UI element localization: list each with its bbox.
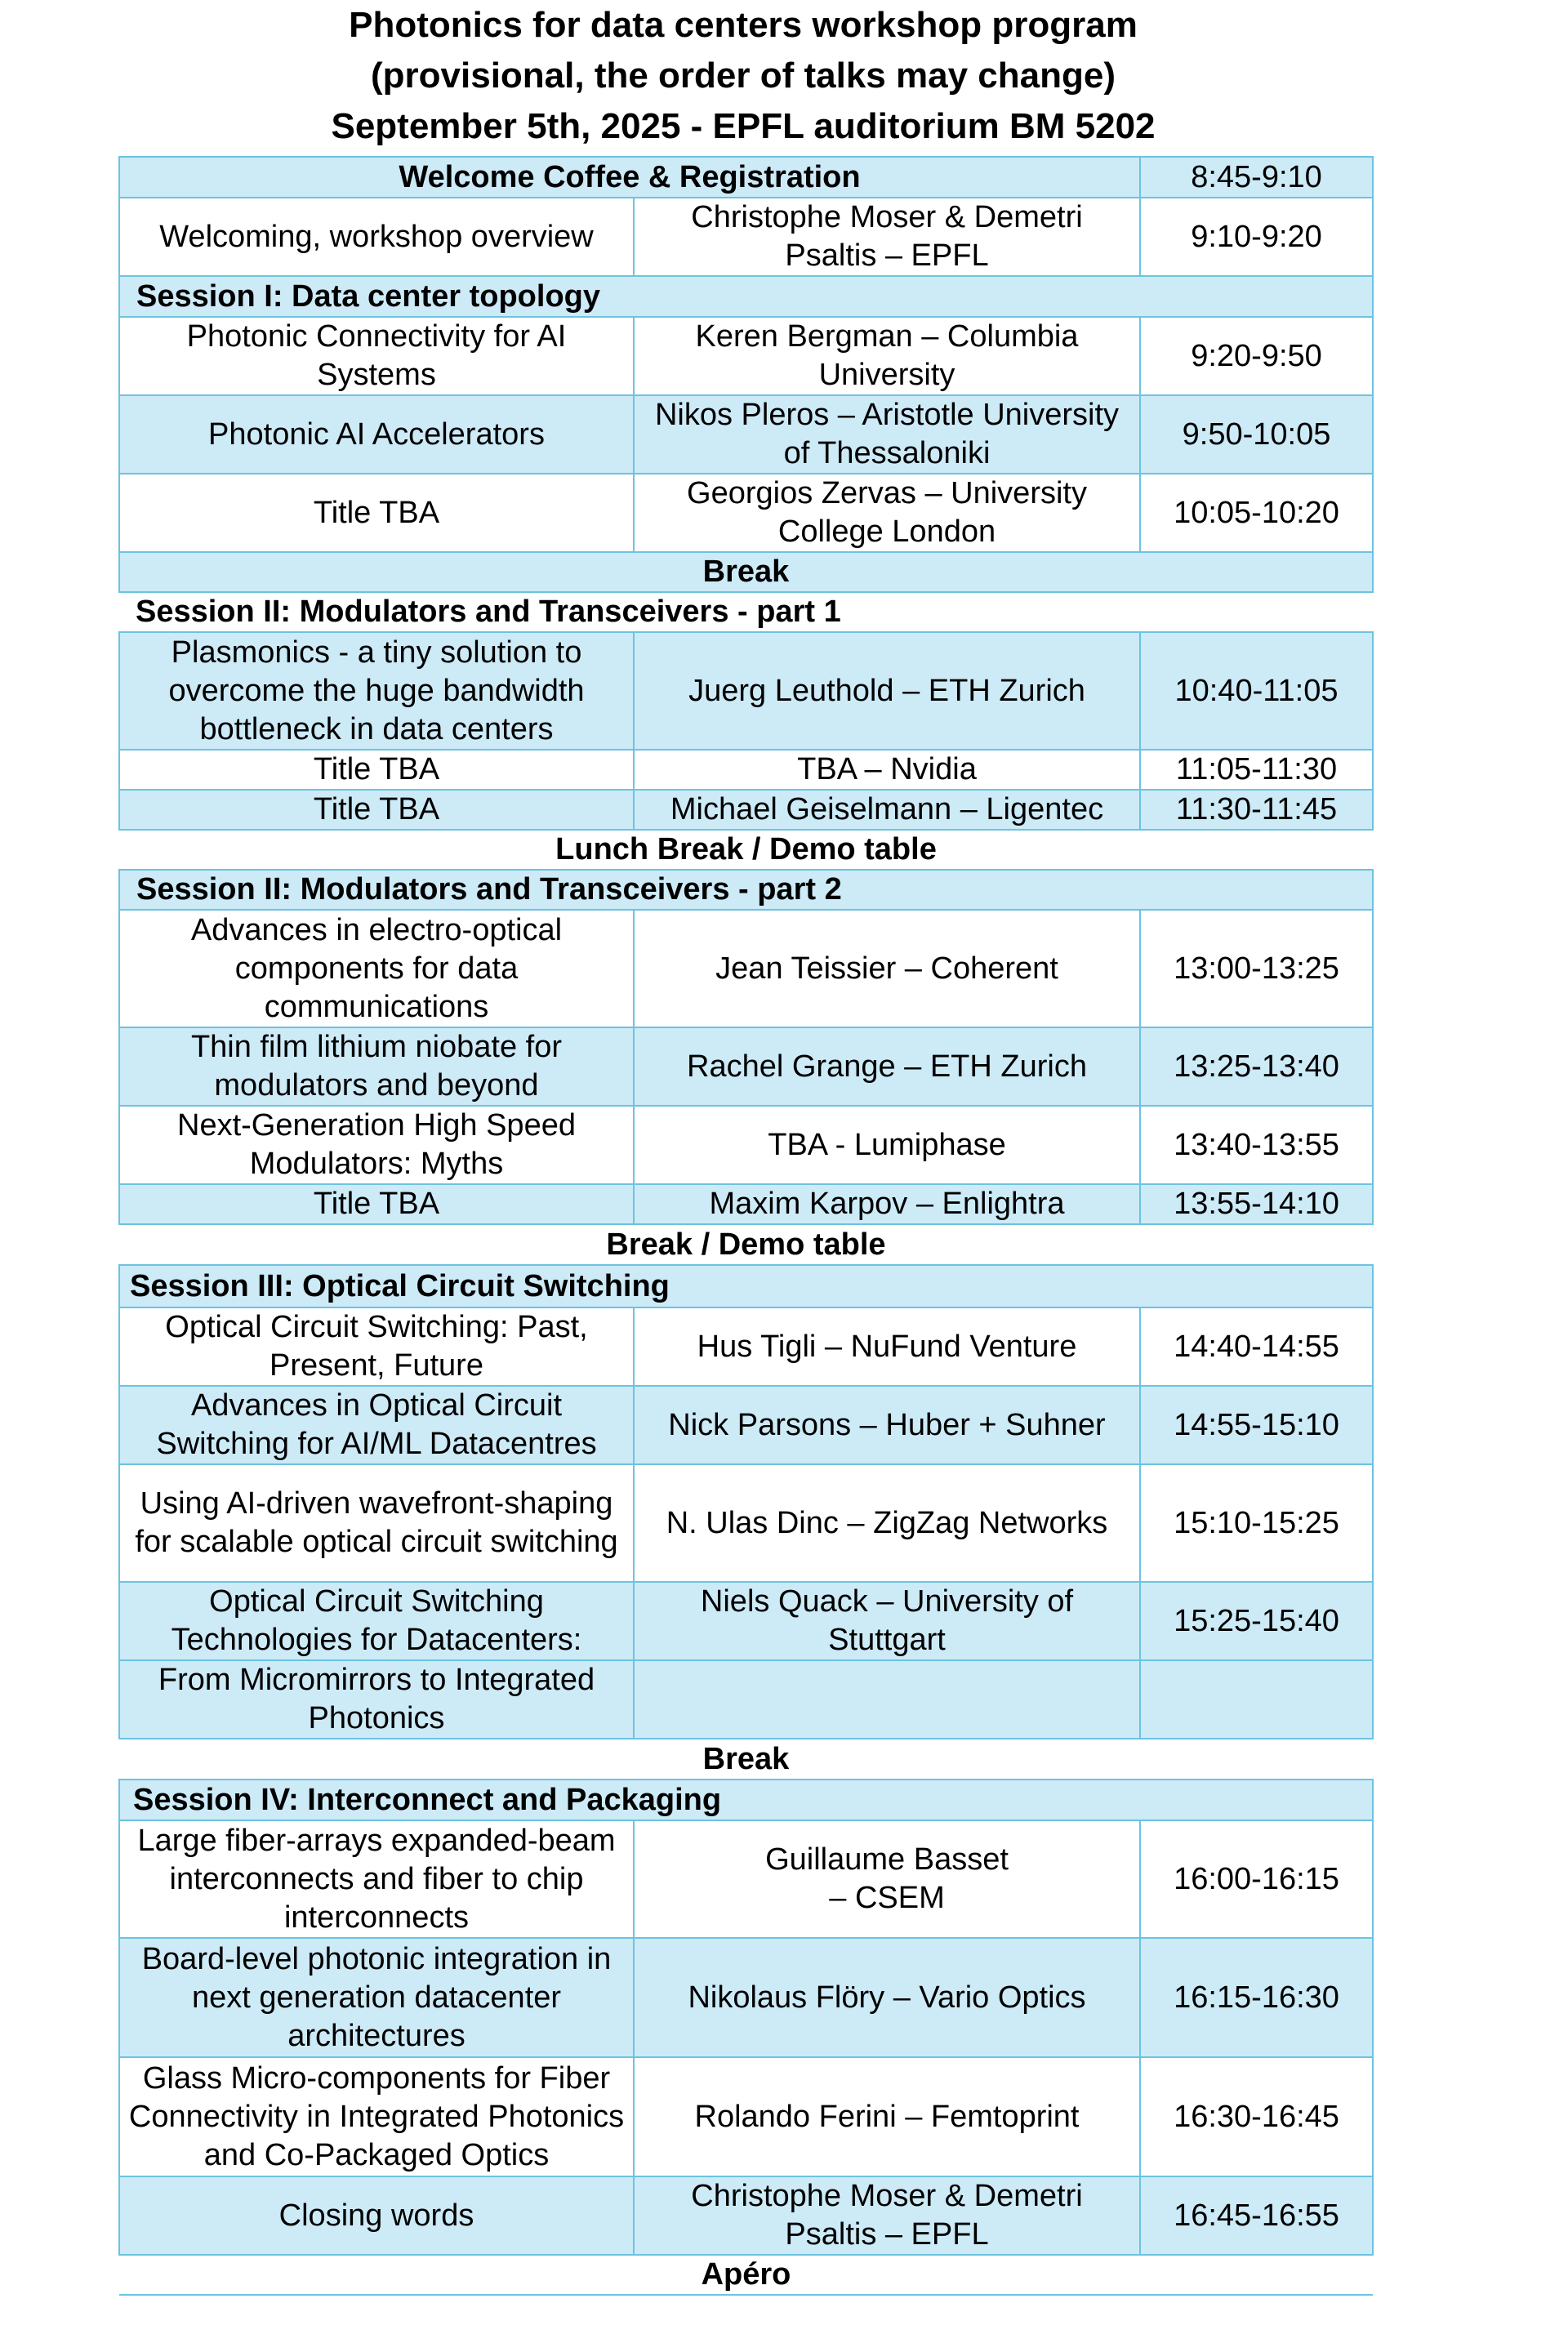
- talk-title: Title TBA: [119, 1184, 634, 1224]
- talk-time: 13:25-13:40: [1140, 1027, 1373, 1106]
- session-title: Session II: Modulators and Transceivers - part 2: [119, 870, 1373, 910]
- table-row: [119, 750, 1373, 790]
- talk-title: Large fiber-arrays expanded-beam interconnects and fiber to chip interconnects: [119, 1820, 634, 1938]
- talk-speaker: N. Ulas Dinc – ZigZag Networks: [634, 1464, 1140, 1582]
- talk-speaker: Michael Geiselmann – Ligentec: [634, 790, 1140, 830]
- talk-speaker: Nikolaus Flöry – Vario Optics: [634, 1938, 1140, 2057]
- table-row: [119, 1582, 1373, 1660]
- break-row: [119, 830, 1373, 870]
- talk-speaker: Niels Quack – University of Stuttgart: [634, 1582, 1140, 1660]
- table-row: [119, 910, 1373, 1027]
- break-row: [119, 552, 1373, 592]
- talk-speaker: Jean Teissier – Coherent: [634, 910, 1140, 1027]
- empty-cell: [1140, 1660, 1373, 1739]
- talk-title: Advances in electro-optical components for data communications: [119, 910, 634, 1027]
- table-row: [119, 395, 1373, 474]
- session-header: [119, 1780, 1373, 1820]
- talk-time: 15:10-15:25: [1140, 1464, 1373, 1582]
- session-header: [119, 1265, 1373, 1307]
- talk-title: Title TBA: [119, 790, 634, 830]
- session-title: Session I: Data center topology: [119, 276, 1373, 317]
- break-label: Lunch Break / Demo table: [119, 830, 1373, 870]
- talk-time: 16:15-16:30: [1140, 1938, 1373, 2057]
- talk-time: 13:55-14:10: [1140, 1184, 1373, 1224]
- talk-time: 11:30-11:45: [1140, 790, 1373, 830]
- session-header: [119, 870, 1373, 910]
- table-row: [119, 1464, 1373, 1582]
- table-row: [119, 1386, 1373, 1464]
- talk-title: Photonic Connectivity for AI Systems: [119, 317, 634, 395]
- talk-time: 14:40-14:55: [1140, 1307, 1373, 1386]
- apero-row: [119, 2255, 1373, 2295]
- table-row: [119, 474, 1373, 552]
- session-header: [119, 592, 1373, 632]
- talk-title: Using AI-driven wavefront-shaping for scalable optical circuit switching: [119, 1464, 634, 1582]
- talk-speaker: Guillaume Basset – CSEM: [634, 1820, 1140, 1938]
- session-header: [119, 276, 1373, 317]
- table-row: [119, 1307, 1373, 1386]
- table-row: [119, 1027, 1373, 1106]
- talk-time: 16:45-16:55: [1140, 2176, 1373, 2255]
- talk-title: Photonic AI Accelerators: [119, 395, 634, 474]
- talk-speaker: Rolando Ferini – Femtoprint: [634, 2057, 1140, 2176]
- page-title: [0, 0, 1486, 152]
- table-row: [119, 1938, 1373, 2057]
- break-label: Break: [119, 1739, 1373, 1780]
- talk-time: 16:30-16:45: [1140, 2057, 1373, 2176]
- program-table: [118, 156, 1374, 2296]
- talk-speaker: Rachel Grange – ETH Zurich: [634, 1027, 1140, 1106]
- table-row: [119, 1820, 1373, 1938]
- talk-time: 16:00-16:15: [1140, 1820, 1373, 1938]
- table-row: [119, 632, 1373, 750]
- talk-title: Optical Circuit Switching: Past, Present, Future: [119, 1307, 634, 1386]
- talk-speaker: Keren Bergman – Columbia University: [634, 317, 1140, 395]
- title-line-1: Photonics for data centers workshop program: [349, 5, 1138, 45]
- talk-speaker: Nikos Pleros – Aristotle University of Thessaloniki: [634, 395, 1140, 474]
- talk-time: 10:40-11:05: [1140, 632, 1373, 750]
- break-row: [119, 1224, 1373, 1265]
- session-title: Session III: Optical Circuit Switching: [119, 1265, 1373, 1307]
- break-row: [119, 1739, 1373, 1780]
- talk-title: Title TBA: [119, 750, 634, 790]
- break-label: Break: [119, 552, 1373, 592]
- table-row: [119, 198, 1373, 276]
- table-row: [119, 2176, 1373, 2255]
- welcome-row: [119, 157, 1373, 198]
- talk-time: 9:20-9:50: [1140, 317, 1373, 395]
- talk-time: 9:10-9:20: [1140, 198, 1373, 276]
- talk-title: Optical Circuit Switching Technologies for Datacenters:: [119, 1582, 634, 1660]
- talk-title: From Micromirrors to Integrated Photonics: [119, 1660, 634, 1739]
- talk-speaker: Juerg Leuthold – ETH Zurich: [634, 632, 1140, 750]
- title-line-3: September 5th, 2025 - EPFL auditorium BM 5202: [331, 106, 1156, 146]
- talk-title: Plasmonics - a tiny solution to overcome the huge bandwidth bottleneck in data centers: [119, 632, 634, 750]
- talk-title: Glass Micro-components for Fiber Connectivity in Integrated Photonics and Co-Packaged Optics: [119, 2057, 634, 2176]
- table-row: [119, 1106, 1373, 1184]
- talk-speaker: Nick Parsons – Huber + Suhner: [634, 1386, 1140, 1464]
- welcome-label: Welcome Coffee & Registration: [119, 157, 1140, 198]
- talk-title: Next-Generation High Speed Modulators: Myths: [119, 1106, 634, 1184]
- talk-title: Advances in Optical Circuit Switching for AI/ML Datacentres: [119, 1386, 634, 1464]
- table-row: [119, 1660, 1373, 1739]
- table-row: [119, 2057, 1373, 2176]
- session-title: Session IV: Interconnect and Packaging: [119, 1780, 1373, 1820]
- talk-title: Closing words: [119, 2176, 634, 2255]
- break-label: Break / Demo table: [119, 1224, 1373, 1265]
- talk-speaker: TBA - Lumiphase: [634, 1106, 1140, 1184]
- talk-title: Welcoming, workshop overview: [119, 198, 634, 276]
- talk-speaker: Hus Tigli – NuFund Venture: [634, 1307, 1140, 1386]
- table-row: [119, 317, 1373, 395]
- talk-time: 10:05-10:20: [1140, 474, 1373, 552]
- talk-title: Board-level photonic integration in next generation datacenter architectures: [119, 1938, 634, 2057]
- title-line-2: (provisional, the order of talks may change): [371, 56, 1116, 96]
- talk-speaker: Christophe Moser & Demetri Psaltis – EPFL: [634, 2176, 1140, 2255]
- talk-speaker: TBA – Nvidia: [634, 750, 1140, 790]
- session-title: Session II: Modulators and Transceivers - part 1: [119, 592, 1373, 632]
- talk-title: Thin film lithium niobate for modulators and beyond: [119, 1027, 634, 1106]
- talk-time: 9:50-10:05: [1140, 395, 1373, 474]
- empty-cell: [634, 1660, 1140, 1739]
- talk-time: 11:05-11:30: [1140, 750, 1373, 790]
- talk-time: 13:00-13:25: [1140, 910, 1373, 1027]
- talk-speaker: Christophe Moser & Demetri Psaltis – EPFL: [634, 198, 1140, 276]
- table-row: [119, 1184, 1373, 1224]
- talk-title: Title TBA: [119, 474, 634, 552]
- talk-time: 8:45-9:10: [1140, 157, 1373, 198]
- talk-time: 13:40-13:55: [1140, 1106, 1373, 1184]
- talk-time: 15:25-15:40: [1140, 1582, 1373, 1660]
- talk-speaker: Maxim Karpov – Enlightra: [634, 1184, 1140, 1224]
- talk-time: 14:55-15:10: [1140, 1386, 1373, 1464]
- talk-speaker: Georgios Zervas – University College London: [634, 474, 1140, 552]
- table-row: [119, 790, 1373, 830]
- apero-label: Apéro: [119, 2255, 1373, 2295]
